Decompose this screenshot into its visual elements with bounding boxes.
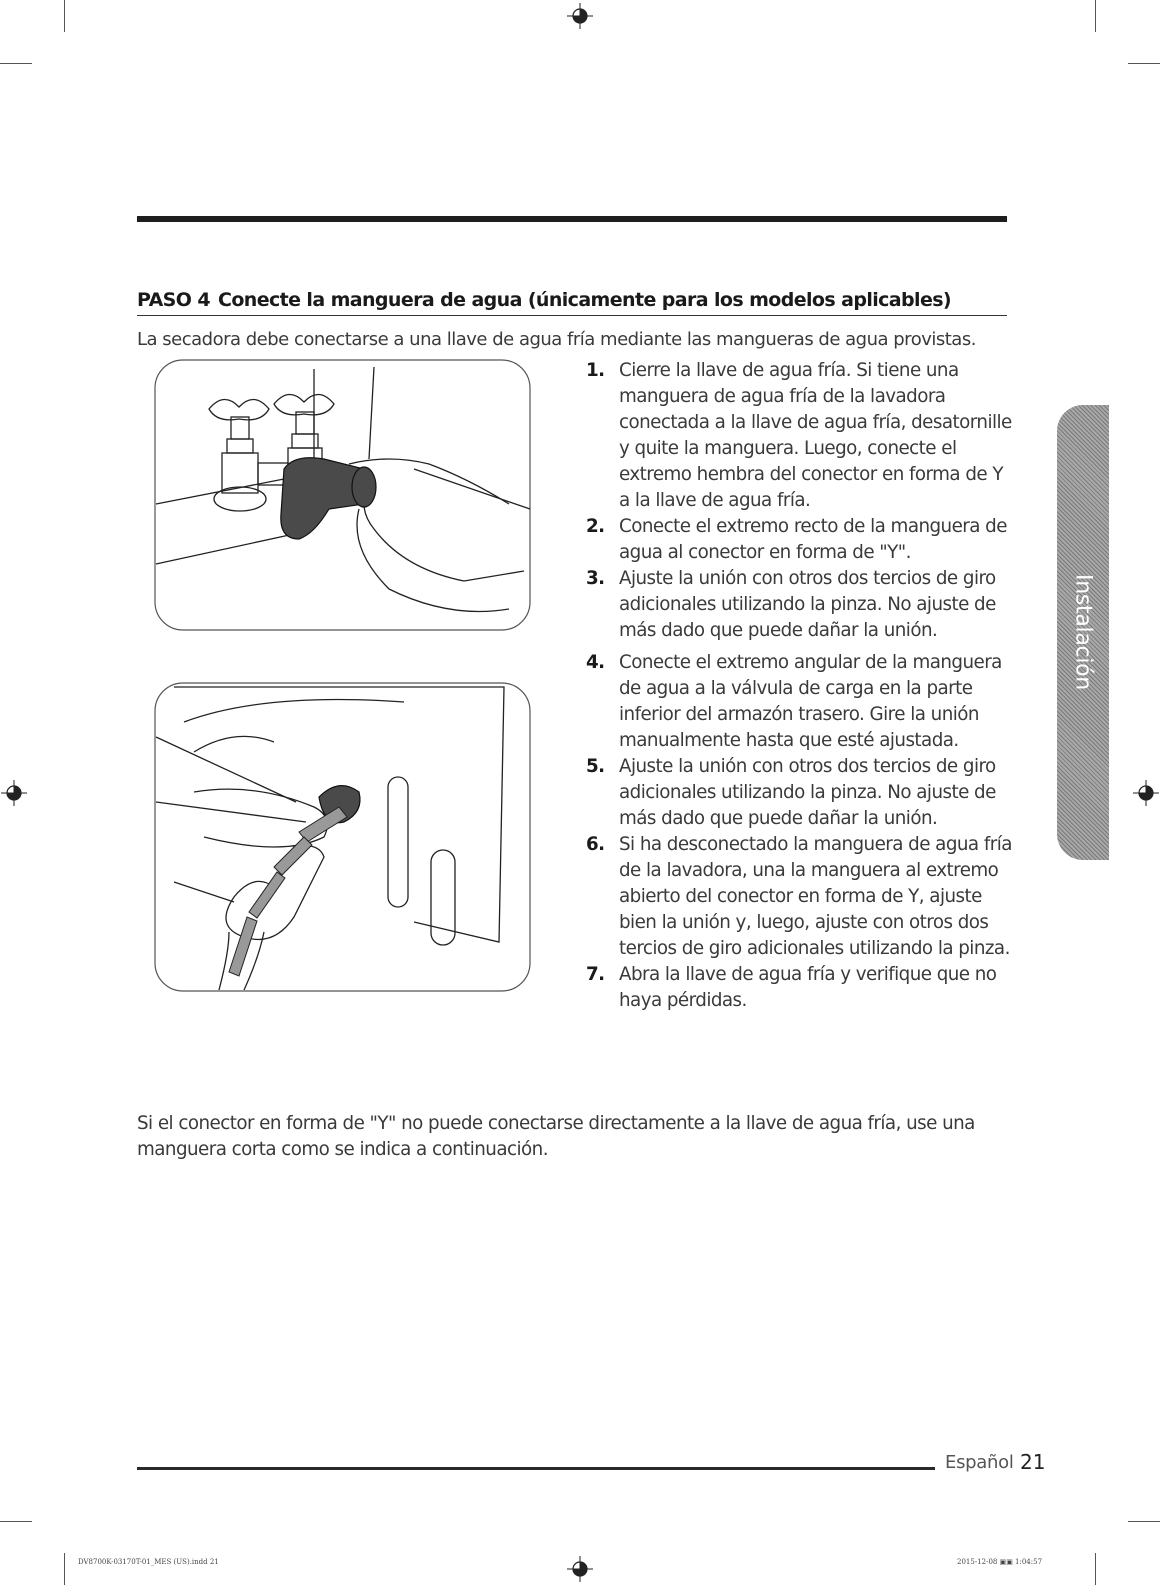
step-text: Abra la llave de agua fría y verifique que no haya pérdidas. [619,964,997,1011]
steps-list [586,358,1016,1014]
step-number: 1. [586,360,605,381]
step-item [586,832,1016,962]
top-rule [137,216,1007,222]
step-item [586,962,1016,1014]
step-number: 6. [586,834,605,855]
closing-paragraph: Si el conector en forma de "Y" no puede conectarse directamente a la llave de agua fría, use una manguera corta como se indica a continuación. [137,1113,975,1160]
step-item [586,566,1016,644]
registration-mark-icon [567,1556,593,1582]
step-text: Ajuste la unión con otros dos tercios de giro adicionales utilizando la pinza. No ajuste de más dado que puede dañar la unión. [619,568,996,641]
step-number: 7. [586,964,605,985]
section-side-tab-label: Instalación [1070,574,1096,690]
step-item [586,754,1016,832]
section-heading [137,287,1007,316]
step-item [586,358,1016,514]
step-text: Conecte el extremo recto de la manguera de agua al conector en forma de "Y". [619,516,1007,563]
step-text: Si ha desconectado la manguera de agua fría de la lavadora, una la manguera al extremo abierto del conector en forma de Y, ajuste bien la unión y, luego, ajuste con otros dos tercios de giro adicionales utilizando la pinza. [619,834,1012,959]
step-label: PASO 4 [137,289,210,311]
footer-rule [137,1467,935,1470]
step-text: Conecte el extremo angular de la manguera de agua a la válvula de carga en la parte inferior del armazón trasero. Gire la unión manualmente hasta que esté ajustada. [619,652,1002,751]
section-title: Conecte la manguera de agua (únicamente para los modelos aplicables) [217,289,952,311]
intro-paragraph: La secadora debe conectarse a una llave de agua fría mediante las mangueras de agua provistas. [137,329,976,350]
print-slug-file: DV8700K-03170T-01_MES (US).indd 21 [78,1558,219,1566]
step-number: 4. [586,652,605,673]
step-text: Ajuste la unión con otros dos tercios de giro adicionales utilizando la pinza. No ajuste de más dado que puede dañar la unión. [619,756,996,829]
print-slug-date: 2015-12-08 ▣▣ 1:04:57 [957,1558,1043,1566]
step-number: 5. [586,756,605,777]
step-item [586,514,1016,566]
figure-valve-connector [154,359,531,631]
registration-mark-icon [1,780,27,806]
footer-language: Español [945,1452,1014,1473]
step-item [586,650,1016,754]
registration-mark-icon [1133,780,1159,806]
page-number: 21 [1020,1450,1046,1474]
step-text: Cierre la llave de agua fría. Si tiene una manguera de agua fría de la lavadora conectada a la llave de agua fría, desatornille y quite la manguera. Luego, conecte el extremo hembra del conector en forma de Y a la llave de agua fría. [619,360,1012,511]
registration-mark-icon [567,3,593,29]
step-number: 2. [586,516,605,537]
step-number: 3. [586,568,605,589]
figure-hose-dryer [154,682,531,992]
